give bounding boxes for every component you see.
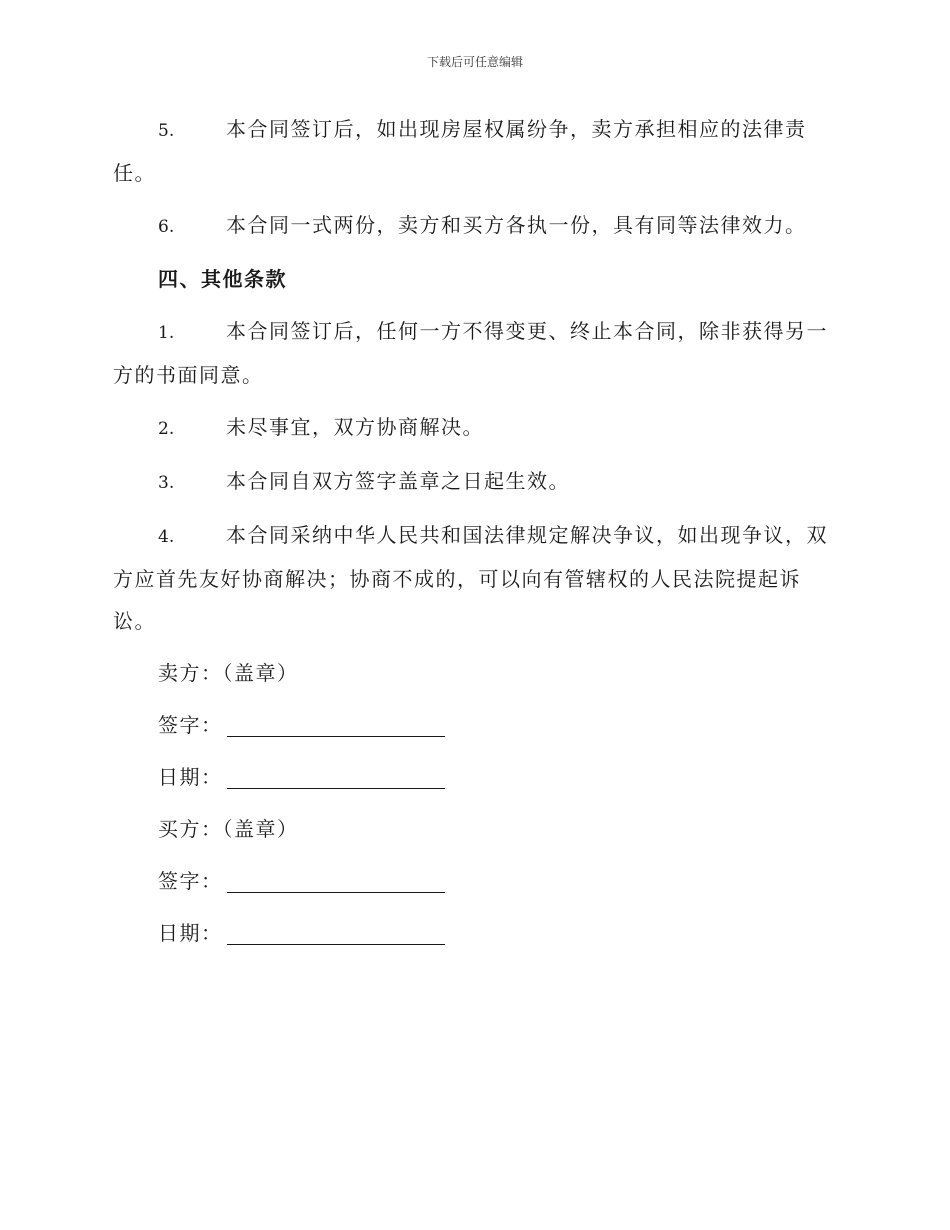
clause-item (113, 406, 835, 450)
buyer-sign-label: 签字： (158, 869, 223, 893)
seller-signature-blank[interactable] (227, 714, 445, 737)
seller-seal-line (158, 652, 835, 694)
section-heading: 四、其他条款 (158, 267, 287, 291)
seller-date-blank[interactable] (227, 766, 445, 789)
buyer-date-blank[interactable] (227, 922, 445, 945)
clause-number: 1. (158, 323, 175, 343)
clause-text: 本合同自双方签字盖章之日起生效。 (226, 469, 570, 493)
clause-text: 未尽事宜，双方协商解决。 (226, 415, 484, 439)
clause-number: 3. (158, 473, 175, 493)
page-header: 下载后可任意编辑 (426, 55, 523, 69)
clause-text: 本合同采纳中华人民共和国法律规定解决争议，如出现争议，双方应首先友好协商解决；协商不成的，可以向有管辖权的人民法院提起诉讼。 (113, 523, 828, 633)
clause-item (113, 514, 835, 642)
seller-signature-line (158, 704, 835, 746)
clause-item (113, 310, 835, 396)
clause-text: 本合同签订后，如出现房屋权属纷争，卖方承担相应的法律责任。 (113, 117, 807, 185)
clause-number: 6. (158, 217, 175, 237)
buyer-date-line (158, 912, 835, 954)
buyer-signature-line (158, 860, 835, 902)
clause-text: 本合同签订后，任何一方不得变更、终止本合同，除非获得另一方的书面同意。 (113, 319, 828, 387)
seller-date-label: 日期： (158, 765, 223, 789)
clause-item (113, 204, 835, 248)
clause-number: 2. (158, 419, 175, 439)
clause-item (113, 460, 835, 504)
clause-item (113, 108, 835, 194)
buyer-seal-line (158, 808, 835, 850)
seller-date-line (158, 756, 835, 798)
clause-text: 本合同一式两份，卖方和买方各执一份，具有同等法律效力。 (226, 213, 807, 237)
buyer-label: 买方：（盖章） (158, 817, 299, 841)
seller-sign-label: 签字： (158, 713, 223, 737)
seller-label: 卖方：（盖章） (158, 661, 299, 685)
clause-number: 4. (158, 527, 175, 547)
buyer-signature-blank[interactable] (227, 870, 445, 893)
document-body (113, 108, 835, 964)
buyer-date-label: 日期： (158, 921, 223, 945)
clause-number: 5. (158, 121, 175, 141)
